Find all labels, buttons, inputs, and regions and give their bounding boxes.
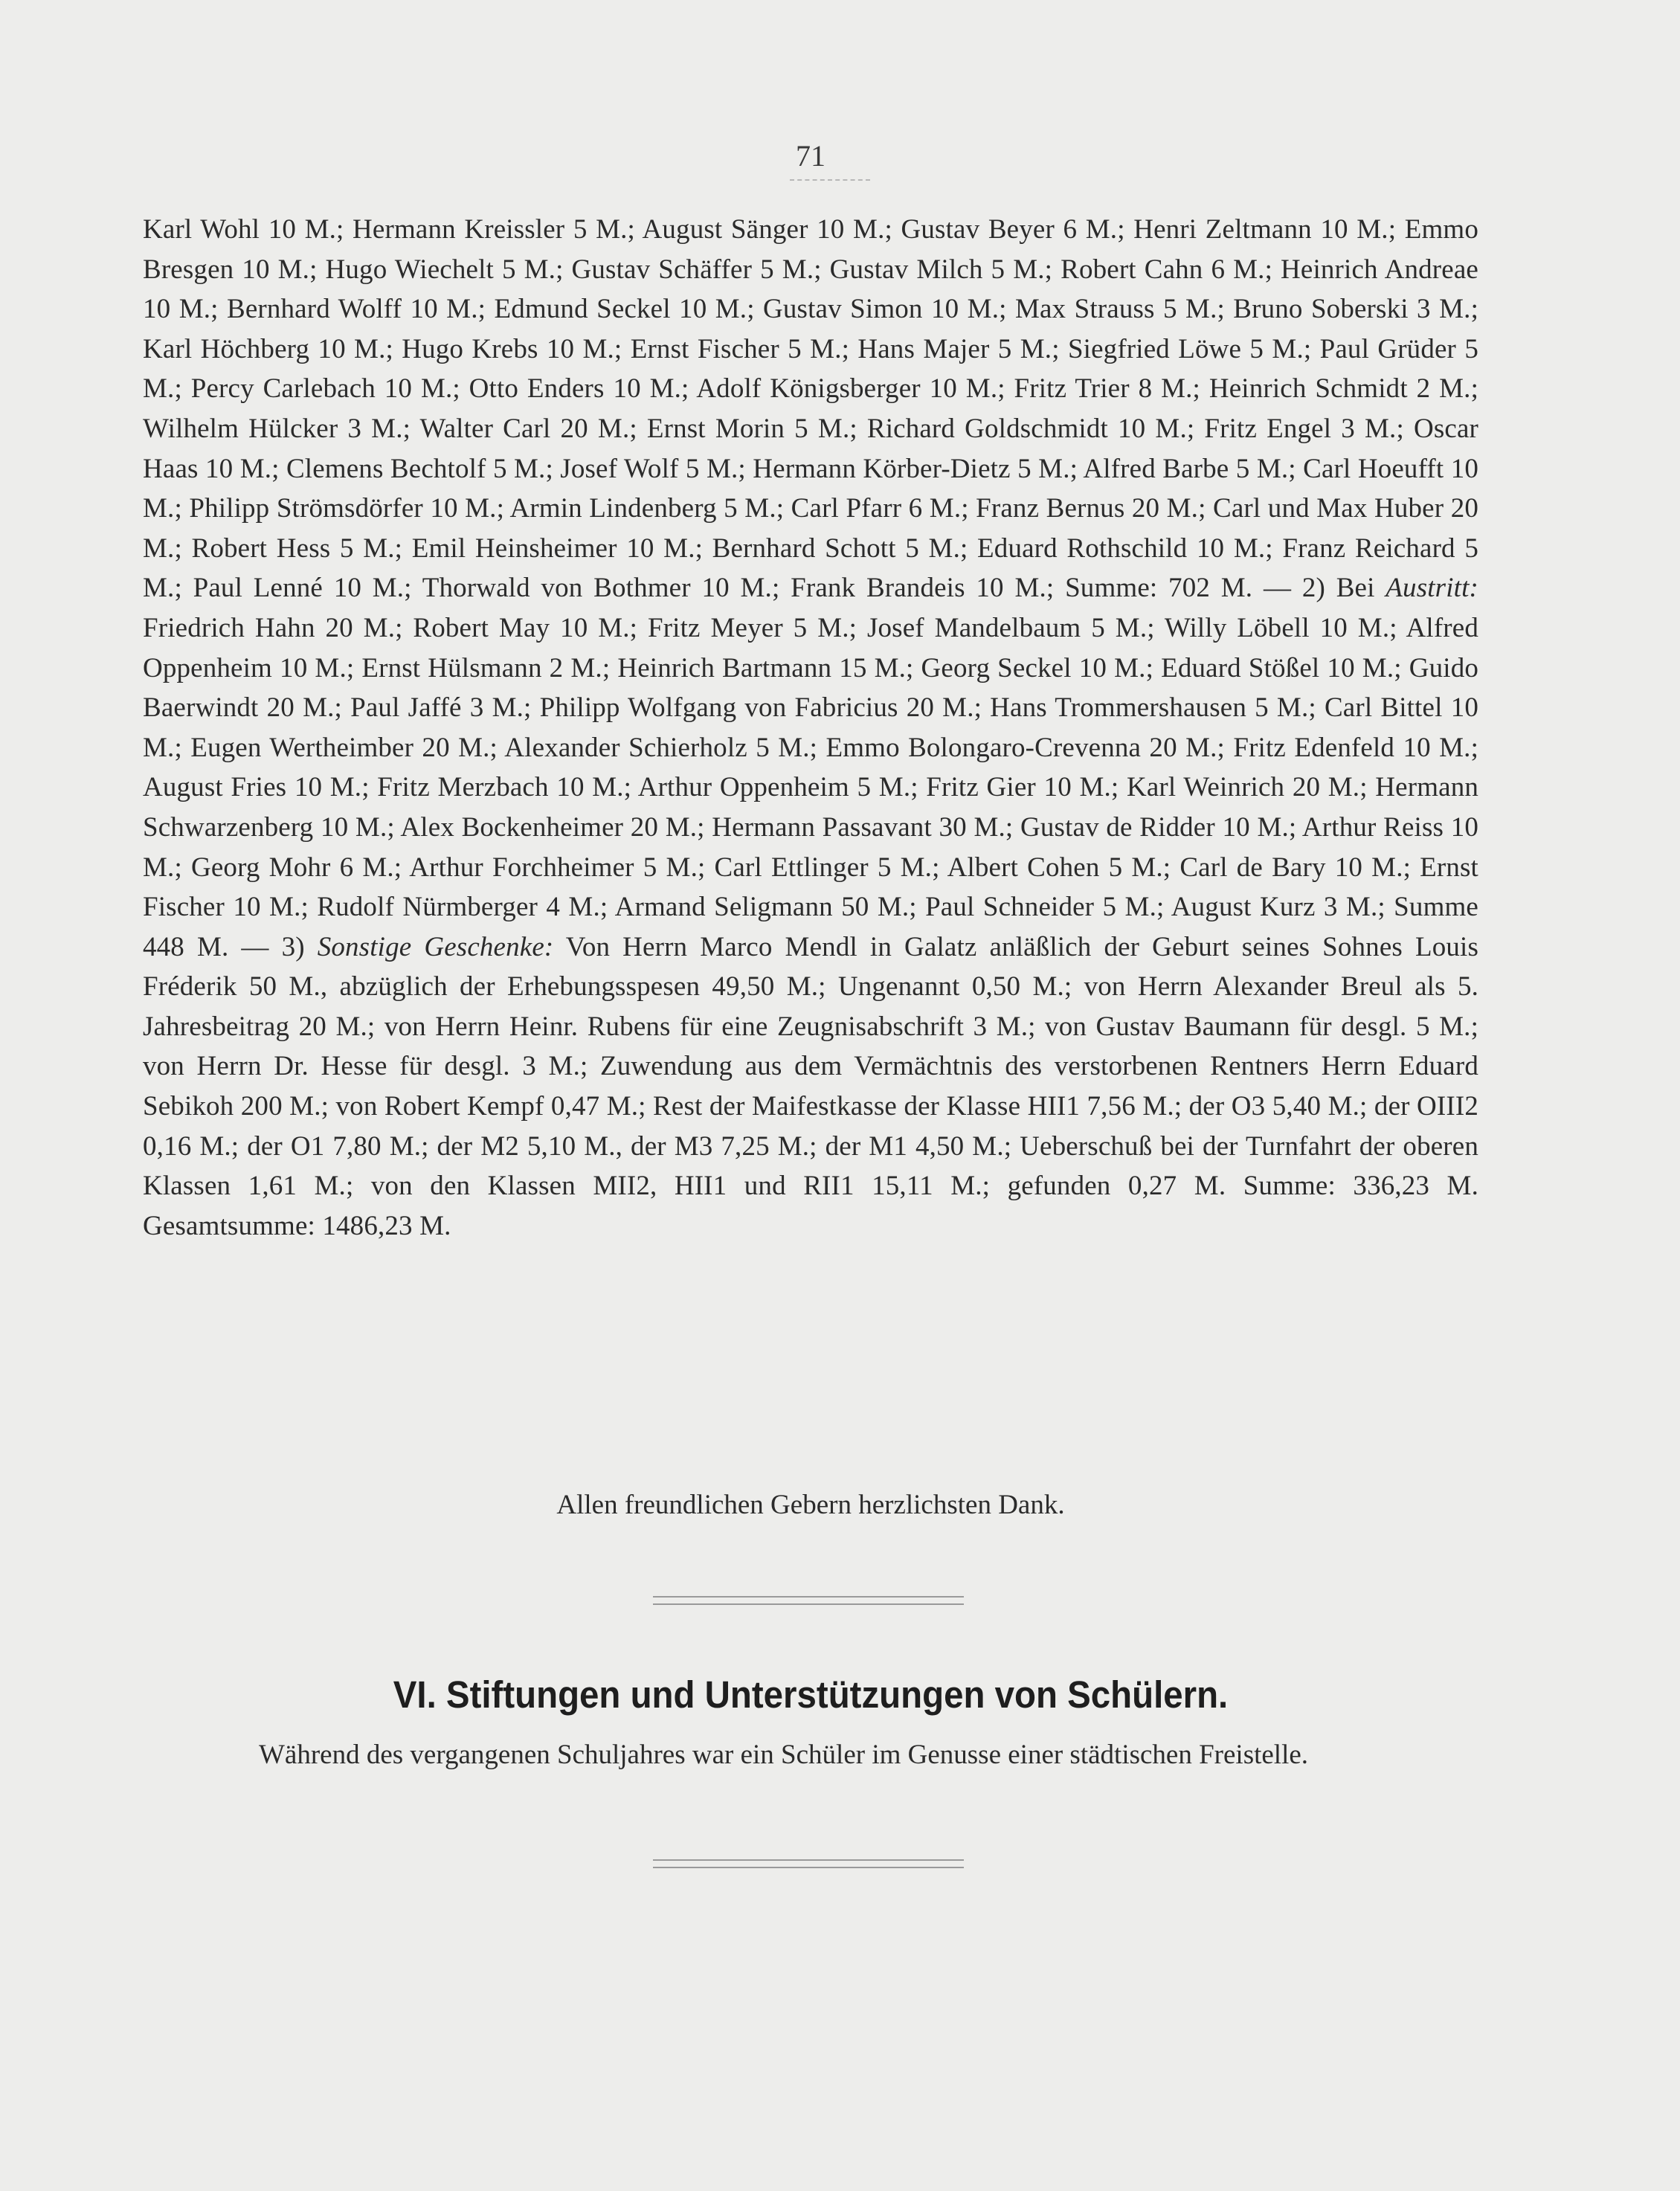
austritt-label: Austritt: [1385, 573, 1478, 604]
donations-paragraph [143, 210, 1478, 1246]
donations-list-current: Karl Wohl 10 M.; Hermann Kreissler 5 M.; August Sänger 10 M.; Gustav Beyer 6 M.; Henri Zeltmann 10 M.; Emmo Bresgen 10 M.; Hugo Wiechelt 5 M.; Gustav Schäffer 5 M.; Gustav Milch 5 M.; Robert Cahn 6 M.; Heinrich Andreae 10 M.; Bernhard Wolff 10 M.; Edmund Seckel 10 M.; Gustav Simon 10 M.; Max Strauss 5 M.; Bruno Soberski 3 M.; Karl Höchberg 10 M.; Hugo Krebs 10 M.; Ernst Fischer 5 M.; Hans Majer 5 M.; Siegfried Löwe 5 M.; Paul Grüder 5 M.; Percy Carlebach 10 M.; Otto Enders 10 M.; Adolf Königsberger 10 M.; Fritz Trier 8 M.; Heinrich Schmidt 2 M.; Wilhelm Hülcker 3 M.; Walter Carl 20 M.; Ernst Morin 5 M.; Richard Goldschmidt 10 M.; Fritz Engel 3 M.; Oscar Haas 10 M.; Clemens Bechtolf 5 M.; Josef Wolf 5 M.; Hermann Körber-Dietz 5 M.; Alfred Barbe 5 M.; Carl Hoeufft 10 M.; Philipp Strömsdörfer 10 M.; Armin Lindenberg 5 M.; Carl Pfarr 6 M.; Franz Bernus 20 M.; Carl und Max Huber 20 M.; Robert Hess 5 M.; Emil Heinsheimer 10 M.; Bernhard Schott 5 M.; Eduard Rothschild 10 M.; Franz Reichard 5 M.; Paul Lenné 10 M.; Thorwald von Bothmer 10 M.; Frank Brandeis 10 M.; Summe: 702 M. — 2) Bei [143, 214, 1478, 604]
page-number-underline [790, 179, 870, 181]
section-heading: VI. Stiftungen und Unterstützungen von Schülern. [393, 1673, 1229, 1716]
donations-list-austritt: Friedrich Hahn 20 M.; Robert May 10 M.; Fritz Meyer 5 M.; Josef Mandelbaum 5 M.; Willy Löbell 10 M.; Alfred Oppenheim 10 M.; Ernst Hülsmann 2 M.; Heinrich Bartmann 15 M.; Georg Seckel 10 M.; Eduard Stößel 10 M.; Guido Baerwindt 20 M.; Paul Jaffé 3 M.; Philipp Wolfgang von Fabricius 20 M.; Hans Trommershausen 5 M.; Carl Bittel 10 M.; Eugen Wertheimber 20 M.; Alexander Schierholz 5 M.; Emmo Bolongaro-Crevenna 20 M.; Fritz Edenfeld 10 M.; August Fries 10 M.; Fritz Merzbach 10 M.; Arthur Oppenheim 5 M.; Fritz Gier 10 M.; Karl Weinrich 20 M.; Hermann Schwarzenberg 10 M.; Alex Bockenheimer 20 M.; Hermann Passavant 30 M.; Gustav de Ridder 10 M.; Arthur Reiss 10 M.; Georg Mohr 6 M.; Arthur Forchheimer 5 M.; Carl Ettlinger 5 M.; Albert Cohen 5 M.; Carl de Bary 10 M.; Ernst Fischer 10 M.; Rudolf Nürmberger 4 M.; Armand Seligmann 50 M.; Paul Schneider 5 M.; August Kurz 3 M.; Summe 448 M. — 3) [143, 612, 1478, 962]
sonstige-geschenke-label: Sonstige Geschenke: [317, 931, 554, 962]
closing-thanks: Allen freundlichen Gebern herzlichsten Dank. [556, 1490, 1065, 1520]
section-divider-bottom [653, 1859, 964, 1868]
page-number: 71 [796, 139, 825, 173]
section-paragraph: Während des vergangenen Schuljahres war ein Schüler im Genusse einer städtischen Freistelle. [259, 1740, 1309, 1770]
donations-text [143, 210, 1478, 1246]
donations-list-sonstige: Von Herrn Marco Mendl in Galatz anläßlich der Geburt seines Sohnes Louis Fréderik 50 M., abzüglich der Erhebungsspesen 49,50 M.; Ungenannt 0,50 M.; von Herrn Alexander Breul als 5. Jahresbeitrag 20 M.; von Herrn Heinr. Rubens für eine Zeugnisabschrift 3 M.; von Gustav Baumann für desgl. 5 M.; von Herrn Dr. Hesse für desgl. 3 M.; Zuwendung aus dem Vermächtnis des verstorbenen Rentners Herrn Eduard Sebikoh 200 M.; von Robert Kempf 0,47 M.; Rest der Maifestkasse der Klasse HII1 7,56 M.; der O3 5,40 M.; der OIII2 0,16 M.; der O1 7,80 M.; der M2 5,10 M., der M3 7,25 M.; der M1 4,50 M.; Ueberschuß bei der Turnfahrt der oberen Klassen 1,61 M.; von den Klassen MII2, HII1 und RII1 15,11 M.; gefunden 0,27 M. Summe: 336,23 M. Gesamtsumme: 1486,23 M. [143, 931, 1478, 1241]
section-divider-top [653, 1596, 964, 1605]
